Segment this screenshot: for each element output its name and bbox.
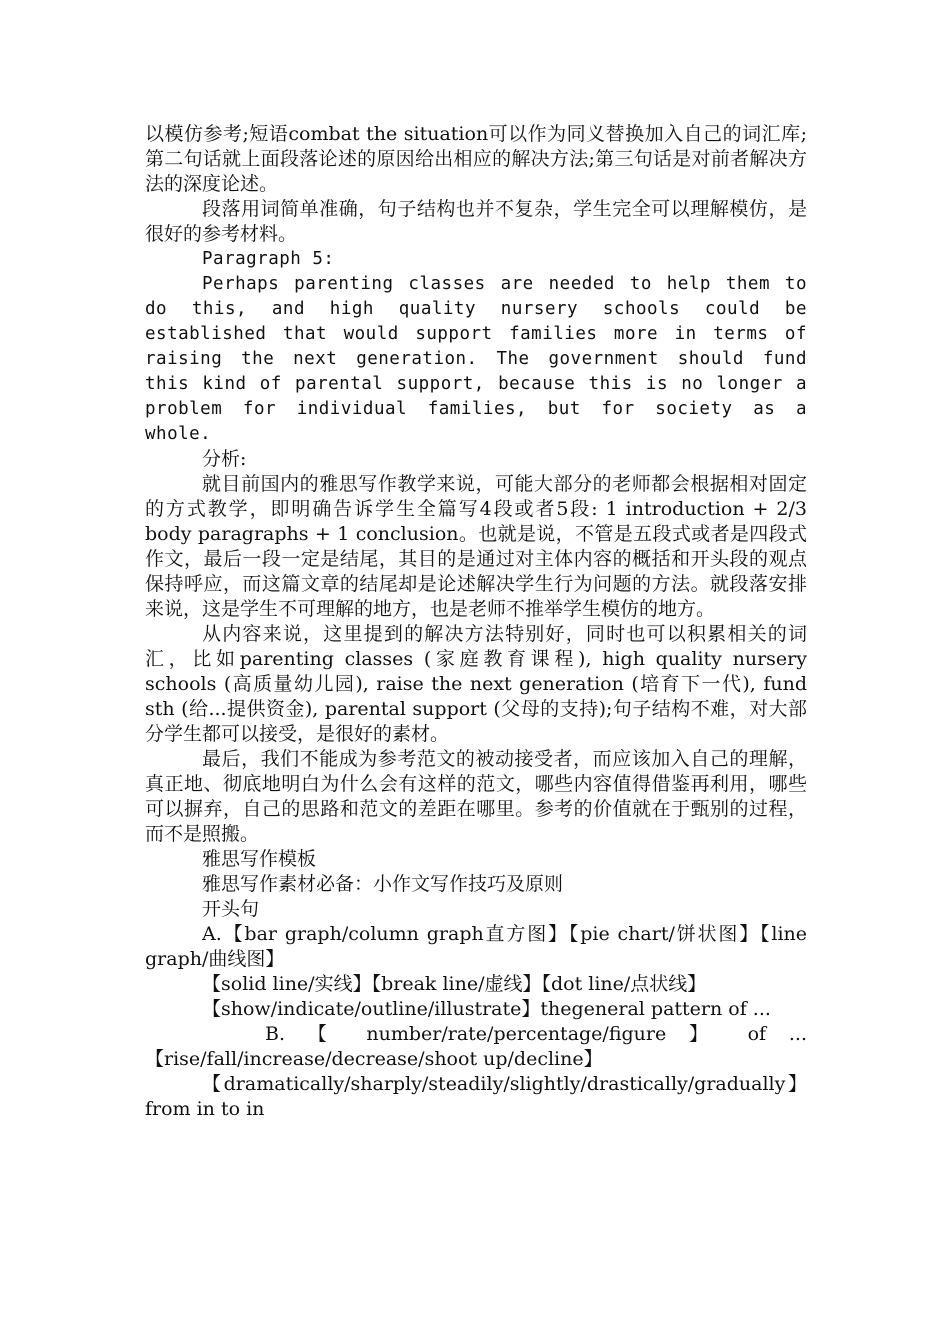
list-item-lines: 【solid line/实线】【break line/虚线】【dot line/点状线】 — [202, 973, 707, 995]
paragraph-analysis-content: 从内容来说，这里提到的解决方法特别好，同时也可以积累相关的词汇，比如parenting classes (家庭教育课程), high quality nursery schools (高质量幼儿园), raise the next generation (培育下一代), fund sth (给...提供资金), parental support (父母的支持);句子结构不难，对大部分学生都可以接受，是很好的素材。 — [145, 623, 807, 745]
analysis-label: 分析: — [202, 448, 247, 470]
section-title-template: 雅思写作模板 — [202, 848, 317, 870]
list-item-a: A.【bar graph/column graph直方图】【pie chart/饼状图】【line graph/曲线图】 — [145, 923, 807, 970]
sample-paragraph: Perhaps parenting classes are needed to help them to do this, and high quality nursery schools could be established that would support families more in terms of raising the next generation. The government should fund this kind of parental support, because this is no longer a problem for individual families, but for society as a whole. — [145, 274, 807, 444]
paragraph-analysis-structure: 就目前国内的雅思写作教学来说，可能大部分的老师都会根据相对固定的方式教学，即明确告诉学生全篇写4段或者5段: 1 introduction + 2/3 body paragraphs + 1 conclusion。也就是说，不管是五段式或者是四段式作文，最后一段一定是结尾，其目的是通过对主体内容的概括和开头段的观点保持呼应，而这篇文章的结尾却是论述解决学生行为问题的方法。就段落安排来说，这是学生不可理解的地方，也是老师不推举学生模仿的地方。 — [145, 473, 807, 620]
document-page — [145, 122, 807, 1122]
paragraph-heading: Paragraph 5: — [202, 249, 335, 269]
section-title-materials: 雅思写作素材必备：小作文写作技巧及原则 — [202, 873, 564, 895]
list-item-show: 【show/indicate/outline/illustrate】thegeneral pattern of ... — [202, 998, 771, 1020]
paragraph-comment: 段落用词简单准确，句子结构也并不复杂，学生完全可以理解模仿，是很好的参考材料。 — [145, 198, 807, 245]
paragraph-conclusion: 最后，我们不能成为参考范文的被动接受者，而应该加入自己的理解，真正地、彻底地明白为什么会有这样的范文，哪些内容值得借鉴再利用，哪些可以摒弃，自己的思路和范文的差距在哪里。参考的价值就在于甄别的过程，而不是照搬。 — [145, 748, 807, 845]
section-title-opening: 开头句 — [202, 898, 260, 920]
list-item-b: B. 【 number/rate/percentage/figure 】 of ... 【rise/fall/increase/decrease/shoot up/decline】 — [145, 1023, 807, 1070]
list-item-adverbs: 【dramatically/sharply/steadily/slightly/drastically/gradually】from in to in — [145, 1073, 807, 1120]
paragraph-analysis-end: 以模仿参考;短语combat the situation可以作为同义替换加入自己的词汇库;第二句话就上面段落论述的原因给出相应的解决方法;第三句话是对前者解决方法的深度论述。 — [145, 123, 807, 195]
